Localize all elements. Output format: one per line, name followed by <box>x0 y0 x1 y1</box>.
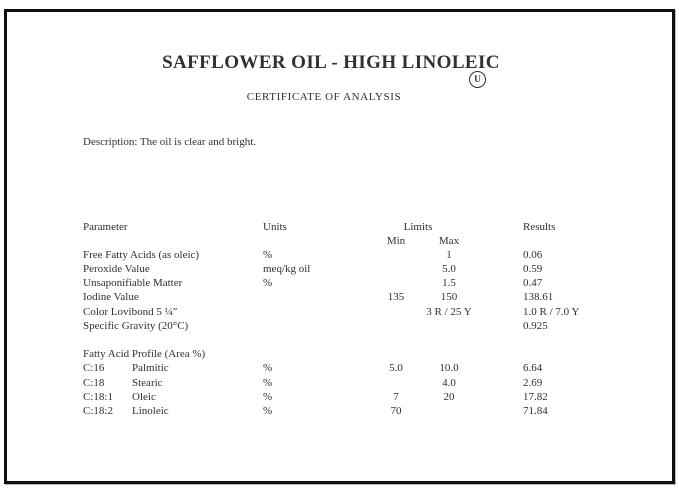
table-row <box>0 263 679 277</box>
cell-acid-code: C:16 <box>83 362 105 374</box>
cell-result: 0.47 <box>523 277 543 289</box>
cell-min: 7 <box>393 391 399 403</box>
cell-parameter: Peroxide Value <box>83 263 150 275</box>
cell-units: meq/kg oil <box>263 263 311 275</box>
cell-max: 3 R / 25 Y <box>426 306 472 318</box>
cell-result: 2.69 <box>523 377 543 389</box>
column-header-results: Results <box>523 221 556 233</box>
cell-units: % <box>263 249 273 261</box>
cell-max: 5.0 <box>442 263 456 275</box>
cell-acid-code: C:18:1 <box>83 391 113 403</box>
cell-max: 20 <box>443 391 455 403</box>
table-row <box>0 277 679 291</box>
description-text: Description: The oil is clear and bright. <box>83 136 257 148</box>
column-header-min: Min <box>386 235 406 247</box>
table-row <box>0 249 679 263</box>
cell-parameter: Free Fatty Acids (as oleic) <box>83 249 200 261</box>
kosher-u-icon: U <box>469 71 486 88</box>
cell-min: 5.0 <box>389 362 403 374</box>
cell-result: 17.82 <box>523 391 548 403</box>
certificate-subtitle: CERTIFICATE OF ANALYSIS <box>246 91 402 103</box>
cell-result: 138.61 <box>523 291 554 303</box>
cell-result: 71.84 <box>523 405 548 417</box>
cell-acid-name: Stearic <box>132 377 163 389</box>
cell-parameter: Specific Gravity (20°C) <box>83 320 189 332</box>
table-subheader-row <box>0 235 679 249</box>
table-row <box>0 391 679 405</box>
cell-result: 1.0 R / 7.0 Y <box>523 306 580 318</box>
cell-parameter: Unsaponifiable Matter <box>83 277 183 289</box>
cell-result: 6.64 <box>523 362 543 374</box>
cell-acid-name: Palmitic <box>132 362 169 374</box>
cell-min: 70 <box>390 405 402 417</box>
table-row <box>0 405 679 419</box>
column-header-parameter: Parameter <box>83 221 128 233</box>
cell-result: 0.06 <box>523 249 543 261</box>
cell-acid-name: Oleic <box>132 391 156 403</box>
cell-acid-code: C:18 <box>83 377 105 389</box>
cell-max: 1.5 <box>442 277 456 289</box>
table-row <box>0 377 679 391</box>
cell-parameter: Iodine Value <box>83 291 139 303</box>
table-row <box>0 306 679 320</box>
cell-max: 1 <box>446 249 452 261</box>
column-header-max: Max <box>438 235 460 247</box>
cell-acid-code: C:18:2 <box>83 405 113 417</box>
column-header-units: Units <box>263 221 287 233</box>
cell-result: 0.925 <box>523 320 548 332</box>
table-header-row <box>0 221 679 235</box>
cell-max: 4.0 <box>442 377 456 389</box>
cell-units: % <box>263 277 273 289</box>
cell-units: % <box>263 377 273 389</box>
cell-max: 150 <box>440 291 458 303</box>
cell-result: 0.59 <box>523 263 543 275</box>
table-row <box>0 320 679 334</box>
table-row <box>0 362 679 376</box>
cell-units: % <box>263 405 273 417</box>
column-header-limits: Limits <box>403 221 433 233</box>
page-title: SAFFLOWER OIL - HIGH LINOLEIC <box>162 52 500 73</box>
cell-units: % <box>263 391 273 403</box>
cell-acid-name: Linoleic <box>132 405 169 417</box>
cell-max: 10.0 <box>439 362 459 374</box>
fatty-acid-profile-section-title: Fatty Acid Profile (Area %) <box>83 348 206 360</box>
cell-units: % <box>263 362 273 374</box>
cell-min: 135 <box>387 291 405 303</box>
cell-parameter: Color Lovibond 5 ¼″ <box>83 306 178 318</box>
table-row <box>0 291 679 305</box>
